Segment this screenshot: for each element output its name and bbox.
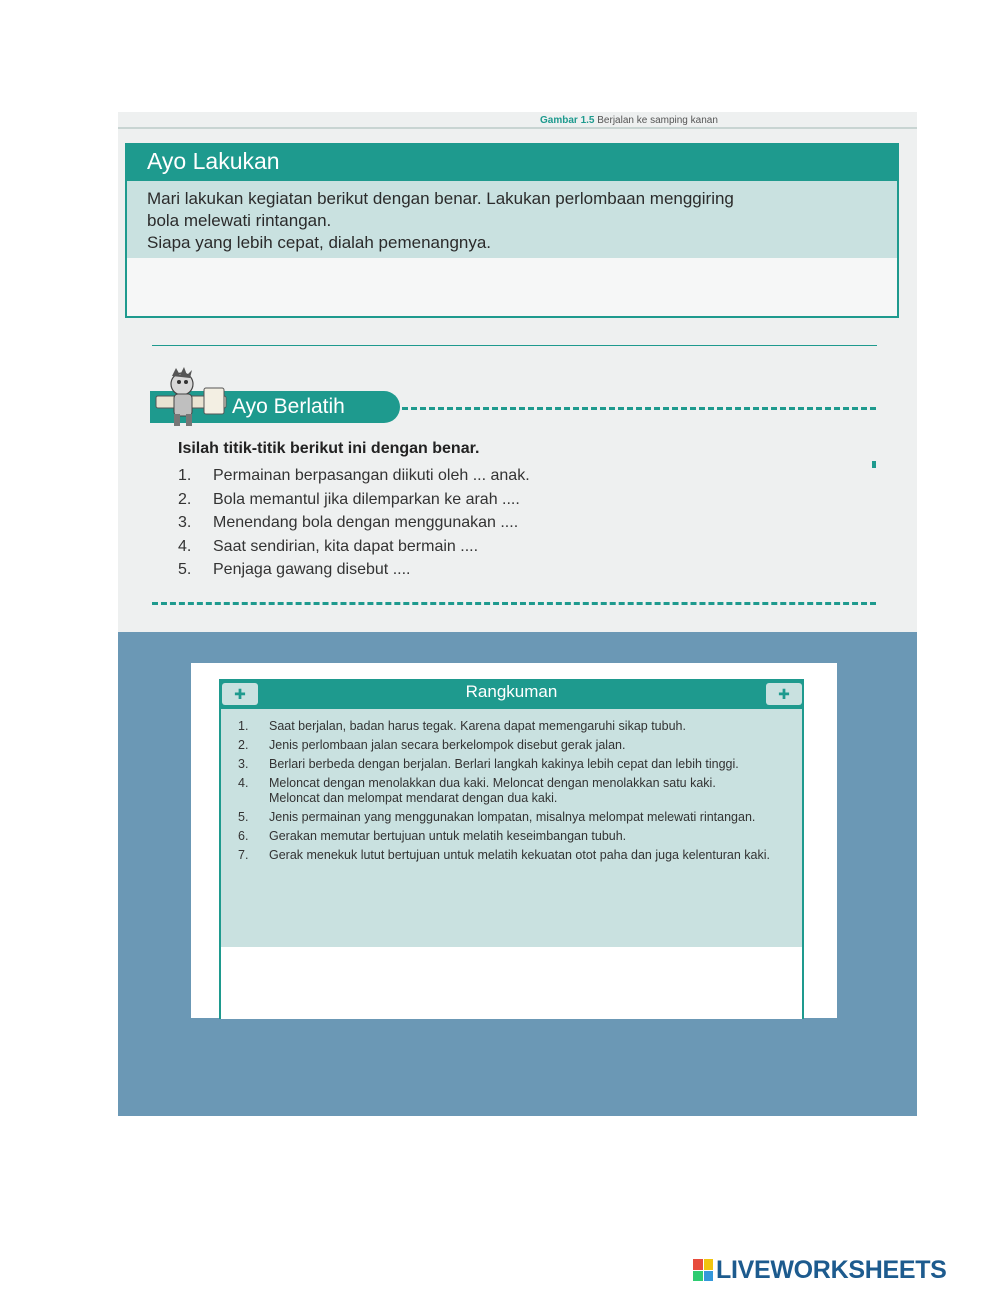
margin-mark <box>872 461 876 468</box>
summary-item: 5. Jenis permainan yang menggunakan lompatan, misalnya melompat melewati rintangan. <box>238 810 756 824</box>
summary-item: 2. Jenis perlombaan jalan secara berkelompok disebut gerak jalan. <box>238 738 626 752</box>
exercise-item: 2. Bola memantul jika dilemparkan ke arah .... <box>178 490 520 508</box>
exercise-instruction: Isilah titik-titik berikut ini dengan benar. <box>178 440 480 457</box>
section-divider <box>152 345 877 346</box>
liveworksheets-logo[interactable] <box>693 1255 947 1285</box>
ayo-lakukan-line: Siapa yang lebih cepat, dialah pemenangnya. <box>147 233 492 252</box>
summary-item: 3. Berlari berbeda dengan berjalan. Berlari langkah kakinya lebih cepat dan lebih tinggi. <box>238 757 739 771</box>
exercise-item: 1. Permainan berpasangan diikuti oleh ... anak. <box>178 467 530 484</box>
ayo-berlatih-title: Ayo Berlatih <box>232 395 345 418</box>
exercise-list <box>178 464 530 582</box>
ayo-lakukan-body <box>127 181 897 258</box>
header-rule <box>118 127 917 129</box>
figure-caption-label: Gambar 1.5 <box>540 115 595 126</box>
summary-title: Rangkuman <box>219 679 804 709</box>
mascot-icon <box>152 366 230 428</box>
ayo-lakukan-line: Mari lakukan kegiatan berikut dengan benar. Lakukan perlombaan menggiring <box>147 189 734 208</box>
summary-item: 7. Gerak menekuk lutut bertujuan untuk melatih kekuatan otot paha dan juga kelenturan kaki. <box>238 848 771 862</box>
dashed-rule-top <box>402 407 876 410</box>
figure-caption <box>540 115 718 126</box>
summary-item: 4. Meloncat dengan menolakkan dua kaki. Meloncat dengan menolakkan satu kaki. Meloncat dan melompat mendarat dengan dua kaki. <box>238 776 716 805</box>
ayo-lakukan-box <box>125 143 899 318</box>
bandage-icon: ✚ <box>222 683 258 705</box>
summary-item: 1. Saat berjalan, badan harus tegak. Karena dapat memengaruhi sikap tubuh. <box>238 719 686 733</box>
bandage-icon: ✚ <box>766 683 802 705</box>
logo-text: LIVEWORKSHEETS <box>716 1255 947 1284</box>
exercise-item: 5. Penjaga gawang disebut .... <box>178 561 411 578</box>
ayo-lakukan-line: bola melewati rintangan. <box>147 211 332 230</box>
summary-list <box>238 719 798 867</box>
logo-icon <box>693 1259 713 1281</box>
exercise-item: 4. Saat sendirian, kita dapat bermain .... <box>178 537 479 555</box>
ayo-lakukan-title: Ayo Lakukan <box>127 145 897 181</box>
figure-caption-text: Berjalan ke samping kanan <box>597 115 718 126</box>
exercise-item: 3. Menendang bola dengan menggunakan .... <box>178 514 519 531</box>
summary-item: 6. Gerakan memutar bertujuan untuk melatih keseimbangan tubuh. <box>238 829 627 843</box>
dashed-rule-bottom <box>152 602 876 605</box>
